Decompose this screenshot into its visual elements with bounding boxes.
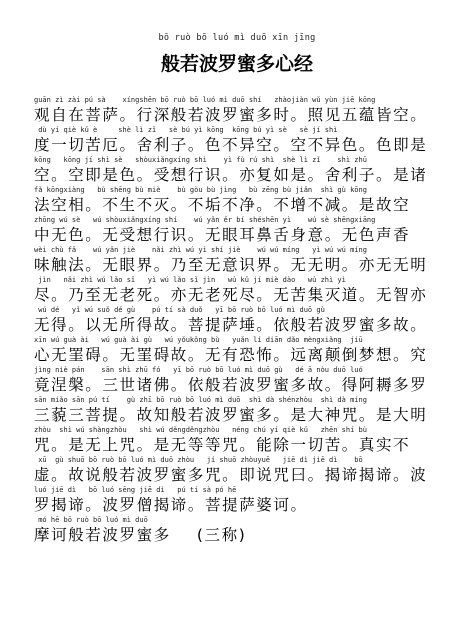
text-line: 罗揭谛。波罗僧揭谛。菩提萨婆诃。 — [34, 496, 308, 514]
document-title: 般若波罗蜜多心经 — [160, 53, 313, 75]
pinyin-line: wú dé yǐ wú suǒ dé gù pú tí sà duǒ yī bō ruò bō luó mì duō gù — [34, 306, 325, 314]
verse-line — [34, 455, 444, 485]
pinyin-line: xīn wú guà ài wú guà ài gù wú yǒukǒng bù yuǎn lí diān dǎo mèngxiǎng jiū — [34, 336, 363, 344]
pinyin-line: jìng niè pán sān shì zhū fó yī bō ruò bō luó mì duō gù dé ā nòu duō luó — [34, 366, 363, 374]
verse-line — [34, 365, 444, 395]
pinyin-line: jìn nǎi zhì wú lǎo sǐ yì wú lǎo sǐ jìn wú kǔ jí miè dào wú zhì yì — [34, 276, 346, 284]
verse-line — [34, 125, 444, 155]
pinyin-line: xū gù shuō bō ruò bō luó mì duō zhòu jí shuō zhòuyuē jiē dì jiē dì bō — [34, 456, 363, 464]
verse-line — [34, 155, 444, 185]
text-line: 竟涅槃。三世诸佛。依般若波罗蜜多故。得阿耨多罗 — [34, 376, 428, 394]
text-line: 法空相。不生不灭。不垢不净。不增不减。是故空 — [34, 196, 411, 214]
text-line: 咒。是无上咒。是无等等咒。能除一切苦。真实不 — [34, 436, 411, 454]
text-line: 味触法。无眼界。乃至无意识界。无无明。亦无无明 — [34, 256, 428, 274]
pinyin-line: sān miǎo sān pú tí gù zhī bō ruò bō luó mì duō shì dà shénzhòu shì dà míng — [34, 396, 367, 404]
verse-line — [34, 185, 444, 215]
text-line: 无得。以无所得故。菩提萨埵。依般若波罗蜜多故。 — [34, 316, 428, 334]
pinyin-line: guān zì zài pú sà xíngshēn bō ruò bō luó mì duō shí zhàojiàn wǔ yùn jiē kōng — [34, 96, 376, 104]
text-line: 空。空即是色。受想行识。亦复如是。舍利子。是诸 — [34, 166, 428, 184]
verse-line — [34, 335, 444, 365]
verse-line — [34, 95, 444, 125]
text-line: 中无色。无受想行识。无眼耳鼻舌身意。无色声香 — [34, 226, 411, 244]
verse-line — [34, 215, 444, 245]
pinyin-line: fǎ kōngxiàng bù shēng bù miè bù gòu bù jìng bù zēng bù jiǎn shì gù kōng — [34, 186, 367, 194]
pinyin-line: dù yí qiè kǔ è shè lì zǐ sè bú yì kōng kōng bú yì sè sè jí shì — [34, 126, 338, 134]
verse-line — [34, 425, 444, 455]
verse-line — [34, 485, 444, 515]
verse-line — [34, 515, 444, 545]
pinyin-line: zhòu shì wú shàngzhòu shì wú děngděngzhòu néng chú yí qiè kǔ zhēn shí bù — [34, 426, 367, 434]
text-line: 心无罣碍。无罣碍故。无有恐怖。远离颠倒梦想。究 — [34, 346, 428, 364]
pinyin-line: mó hē bō ruò bō luó mì duō — [34, 516, 148, 524]
verse-line — [34, 245, 444, 275]
verse-line — [34, 395, 444, 425]
title-pinyin: bō ruò bō luó mì duō xīn jīng — [158, 33, 316, 43]
text-line: 观自在菩萨。行深般若波罗蜜多时。照见五蕴皆空。 — [34, 106, 428, 124]
text-line: 尽。乃至无老死。亦无老死尽。无苦集灭道。无智亦 — [34, 286, 428, 304]
text-line: 摩诃般若波罗蜜多 (三称) — [34, 526, 247, 544]
pinyin-line: wèi chù fǎ wú yǎn jiè nǎi zhì wú yì shí jiè wú wú míng yì wú wú míng — [34, 246, 367, 254]
pinyin-line: zhōng wú sè wú shòuxiǎngxíng shí wú yǎn ěr bí shéshēn yì wú sè shēngxiāng — [34, 216, 376, 224]
pinyin-line: kōng kōng jí shì sè shòuxiǎngxíng shì yì fù rú shì shè lì zǐ shì zhū — [34, 156, 367, 164]
verse-line — [34, 305, 444, 335]
text-line: 度一切苦厄。舍利子。色不异空。空不异色。色即是 — [34, 136, 428, 154]
verse-line — [34, 275, 444, 305]
text-line: 虚。故说般若波罗蜜多咒。即说咒曰。揭谛揭谛。波 — [34, 466, 428, 484]
pinyin-line: luó jiē dì bō luó sēng jiē dì pú tí sà pó hē — [34, 486, 237, 494]
text-line: 三藐三菩提。故知般若波罗蜜多。是大神咒。是大明 — [34, 406, 428, 424]
